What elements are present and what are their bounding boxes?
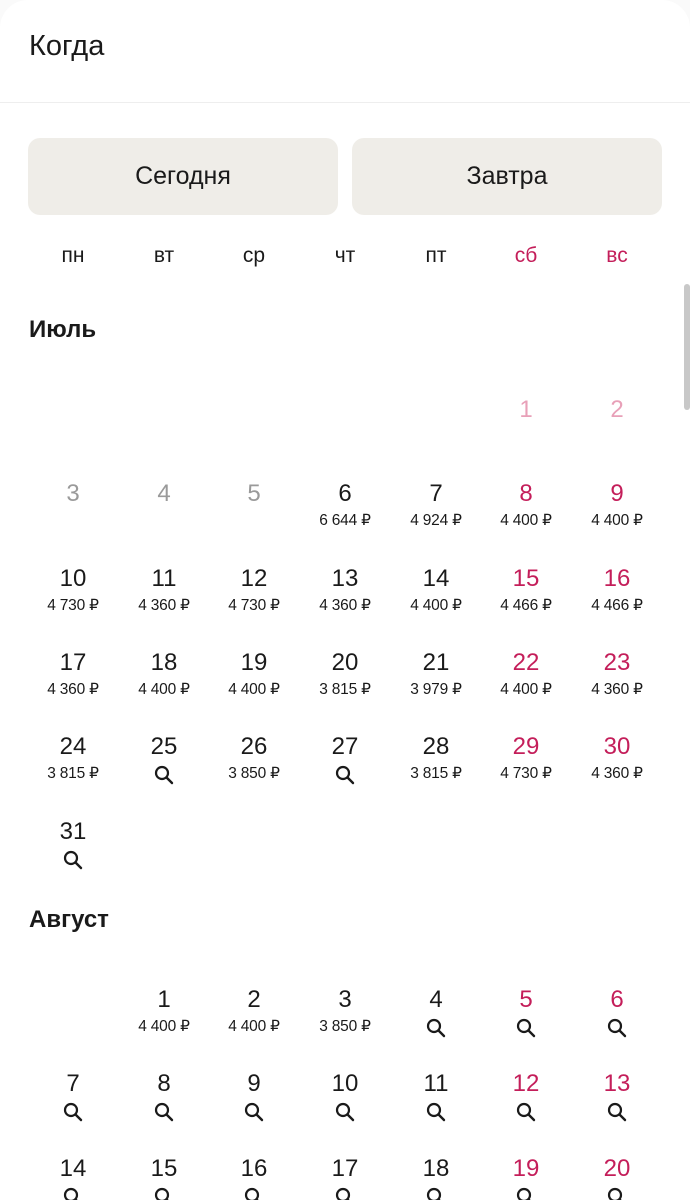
day-number: 20 <box>603 1154 631 1182</box>
calendar-day[interactable] <box>573 565 661 635</box>
calendar-day[interactable] <box>120 986 208 1056</box>
calendar-day[interactable] <box>210 1070 298 1140</box>
calendar-day[interactable] <box>301 1155 389 1200</box>
weekday-wed: ср <box>242 244 266 267</box>
calendar-day[interactable] <box>573 1155 661 1200</box>
day-number: 29 <box>512 733 540 761</box>
search-icon <box>335 765 355 785</box>
calendar-day[interactable] <box>392 733 480 803</box>
day-number: 5 <box>519 986 533 1013</box>
calendar-day[interactable] <box>482 649 570 719</box>
day-number: 2 <box>247 986 261 1013</box>
calendar-day <box>210 480 298 550</box>
calendar-day[interactable] <box>573 986 661 1056</box>
day-price: 4 924 ₽ <box>410 512 462 530</box>
day-price: 3 850 ₽ <box>319 1018 371 1035</box>
month-title-july: Июль <box>29 316 97 343</box>
day-number: 18 <box>150 648 178 676</box>
calendar-day <box>573 396 661 466</box>
calendar-day[interactable] <box>210 986 298 1056</box>
calendar-day[interactable] <box>482 480 570 550</box>
page-title: Когда <box>29 30 105 62</box>
day-price: 4 730 ₽ <box>500 765 552 783</box>
calendar-day[interactable] <box>573 1070 661 1140</box>
calendar-day[interactable] <box>392 1070 480 1140</box>
search-icon <box>335 1102 355 1122</box>
calendar-day[interactable] <box>482 1070 570 1140</box>
weekday-tue: вт <box>153 244 175 267</box>
header <box>0 0 690 103</box>
day-number: 9 <box>247 1070 261 1098</box>
calendar-day[interactable] <box>301 986 389 1056</box>
calendar-day[interactable] <box>301 649 389 719</box>
day-price: 4 400 ₽ <box>138 680 190 698</box>
day-number: 14 <box>59 1154 87 1182</box>
day-price: 4 400 ₽ <box>138 1018 190 1035</box>
calendar-day[interactable] <box>482 986 570 1056</box>
day-number: 13 <box>331 564 359 592</box>
search-icon <box>63 1187 83 1200</box>
search-icon <box>154 1102 174 1122</box>
calendar-day[interactable] <box>29 565 117 635</box>
day-number: 16 <box>240 1154 268 1182</box>
day-number: 8 <box>157 1070 171 1098</box>
day-number: 4 <box>157 480 171 508</box>
calendar-day[interactable] <box>120 1155 208 1200</box>
day-number: 18 <box>422 1154 450 1182</box>
day-number: 17 <box>59 648 87 676</box>
day-number: 27 <box>331 733 359 761</box>
calendar-day <box>120 480 208 550</box>
day-price: 4 360 ₽ <box>591 765 643 783</box>
search-icon <box>154 765 174 785</box>
calendar-day[interactable] <box>210 565 298 635</box>
day-price: 4 466 ₽ <box>591 596 643 614</box>
weekday-header <box>0 244 690 274</box>
quick-select-row <box>28 138 662 215</box>
search-icon <box>426 1018 446 1038</box>
day-price: 4 466 ₽ <box>500 596 552 614</box>
day-number: 19 <box>512 1154 540 1182</box>
day-number: 8 <box>519 480 533 508</box>
today-button[interactable]: Сегодня <box>28 138 338 215</box>
day-number: 11 <box>423 1070 449 1098</box>
day-price: 4 400 ₽ <box>228 680 280 698</box>
calendar-day[interactable] <box>482 733 570 803</box>
calendar-day[interactable] <box>29 1155 117 1200</box>
weekday-sat: сб <box>514 244 538 267</box>
calendar-day <box>482 396 570 466</box>
day-number: 26 <box>240 733 268 761</box>
day-number: 14 <box>422 564 450 592</box>
day-number: 10 <box>331 1070 359 1098</box>
day-number: 20 <box>331 648 359 676</box>
day-price: 4 400 ₽ <box>228 1018 280 1035</box>
day-price: 3 850 ₽ <box>228 765 280 783</box>
day-number: 7 <box>429 480 443 508</box>
day-number: 4 <box>429 986 443 1013</box>
day-number: 25 <box>150 733 178 761</box>
search-icon <box>516 1187 536 1200</box>
calendar-day[interactable] <box>301 565 389 635</box>
day-number: 15 <box>150 1154 178 1182</box>
search-icon <box>244 1102 264 1122</box>
search-icon <box>63 850 83 870</box>
day-price: 4 360 ₽ <box>47 680 99 698</box>
day-number: 12 <box>512 1070 540 1098</box>
day-price: 4 360 ₽ <box>138 596 190 614</box>
calendar-day[interactable] <box>573 733 661 803</box>
calendar-day[interactable] <box>573 480 661 550</box>
weekday-thu: чт <box>334 244 356 267</box>
calendar-day[interactable] <box>210 649 298 719</box>
tomorrow-button[interactable]: Завтра <box>352 138 662 215</box>
day-price: 4 730 ₽ <box>47 596 99 614</box>
scrollbar[interactable] <box>684 284 690 410</box>
calendar-day <box>29 480 117 550</box>
calendar-day[interactable] <box>210 733 298 803</box>
day-price: 3 815 ₽ <box>47 765 99 783</box>
weekday-sun: вс <box>606 244 628 267</box>
calendar-day[interactable] <box>392 480 480 550</box>
calendar-day[interactable] <box>482 565 570 635</box>
calendar-day[interactable] <box>392 986 480 1056</box>
day-price: 4 730 ₽ <box>228 596 280 614</box>
calendar-day[interactable] <box>392 649 480 719</box>
search-icon <box>426 1102 446 1122</box>
day-number: 12 <box>240 564 268 592</box>
day-price: 4 360 ₽ <box>319 596 371 614</box>
search-icon <box>607 1018 627 1038</box>
calendar-day[interactable] <box>120 733 208 803</box>
day-price: 4 400 ₽ <box>500 680 552 698</box>
weekday-fri: пт <box>425 244 447 267</box>
search-icon <box>335 1187 355 1200</box>
day-number: 19 <box>240 648 268 676</box>
day-price: 3 815 ₽ <box>410 765 462 783</box>
calendar-day[interactable] <box>392 565 480 635</box>
day-number: 1 <box>157 986 171 1013</box>
day-number: 9 <box>610 480 624 508</box>
calendar-day[interactable] <box>120 565 208 635</box>
day-price: 3 979 ₽ <box>410 680 462 698</box>
day-number: 16 <box>603 564 631 592</box>
day-number: 1 <box>519 396 533 423</box>
day-number: 7 <box>66 1070 80 1098</box>
day-number: 6 <box>338 480 352 508</box>
calendar-day[interactable] <box>301 480 389 550</box>
calendar-day[interactable] <box>120 649 208 719</box>
calendar-day[interactable] <box>301 733 389 803</box>
day-number: 24 <box>59 733 87 761</box>
day-price: 4 360 ₽ <box>591 680 643 698</box>
day-number: 21 <box>422 648 450 676</box>
search-icon <box>244 1187 264 1200</box>
search-icon <box>154 1187 174 1200</box>
calendar-day[interactable] <box>29 733 117 803</box>
calendar-day[interactable] <box>482 1155 570 1200</box>
search-icon <box>607 1187 627 1200</box>
day-number: 23 <box>603 648 631 676</box>
calendar-day[interactable] <box>392 1155 480 1200</box>
month-title-august: Август <box>29 906 109 933</box>
search-icon <box>63 1102 83 1122</box>
search-icon <box>516 1102 536 1122</box>
calendar-day[interactable] <box>301 1070 389 1140</box>
calendar-day[interactable] <box>29 818 117 888</box>
day-price: 6 644 ₽ <box>319 512 371 530</box>
search-icon <box>516 1018 536 1038</box>
day-number: 11 <box>151 564 177 592</box>
day-number: 31 <box>59 817 87 845</box>
search-icon <box>607 1102 627 1122</box>
day-price: 4 400 ₽ <box>410 596 462 614</box>
day-number: 17 <box>331 1154 359 1182</box>
calendar-day[interactable] <box>210 1155 298 1200</box>
calendar-day[interactable] <box>29 649 117 719</box>
calendar-day[interactable] <box>573 649 661 719</box>
calendar-day[interactable] <box>29 1070 117 1140</box>
day-number: 2 <box>610 396 624 423</box>
weekday-mon: пн <box>61 244 85 267</box>
day-number: 13 <box>603 1070 631 1098</box>
day-price: 4 400 ₽ <box>591 512 643 530</box>
day-number: 3 <box>66 480 80 508</box>
day-number: 30 <box>603 733 631 761</box>
search-icon <box>426 1187 446 1200</box>
day-number: 28 <box>422 733 450 761</box>
day-price: 4 400 ₽ <box>500 512 552 530</box>
day-number: 6 <box>610 986 624 1013</box>
day-number: 10 <box>59 564 87 592</box>
day-number: 5 <box>247 480 261 508</box>
day-number: 15 <box>512 564 540 592</box>
day-price: 3 815 ₽ <box>319 680 371 698</box>
day-number: 3 <box>338 986 352 1013</box>
day-number: 22 <box>512 648 540 676</box>
calendar-day[interactable] <box>120 1070 208 1140</box>
